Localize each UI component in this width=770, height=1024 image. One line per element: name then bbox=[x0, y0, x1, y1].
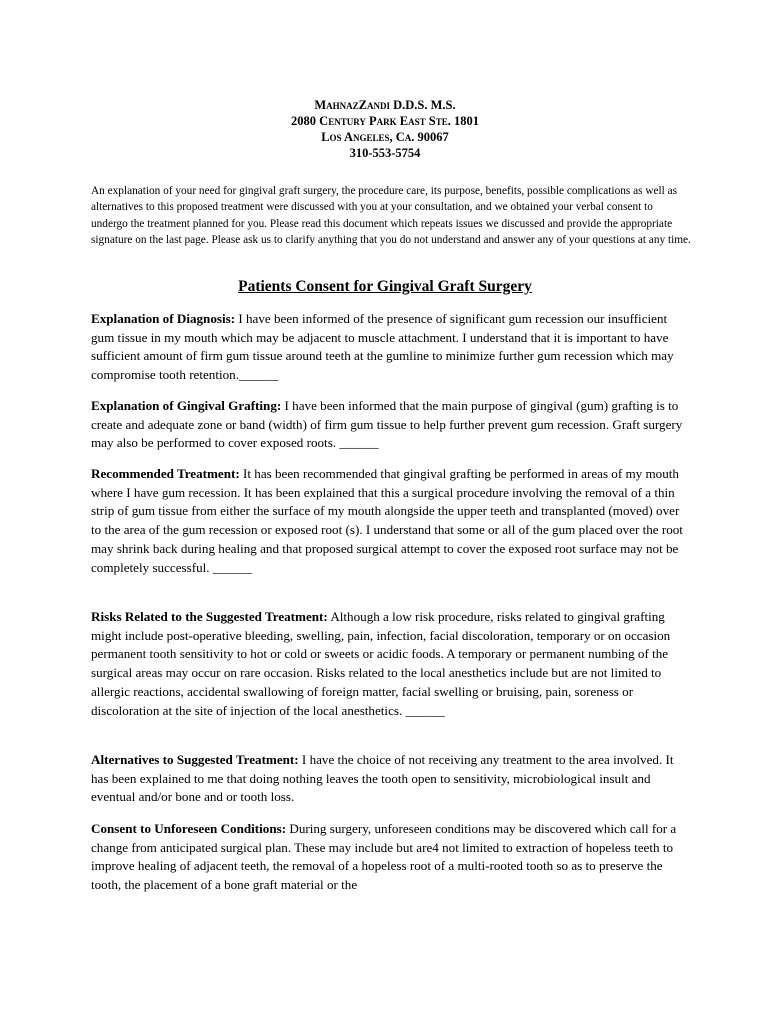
section-text: I have the choice of not receiving any treatment to the area involved. It has been explained to me that doing nothing leaves the tooth open to sensitivity, microbiological insult and eventual and/or bone and or tooth loss. bbox=[91, 752, 674, 805]
practice-city: Los Angeles, Ca. 90067 bbox=[321, 130, 449, 144]
section-recommended-treatment bbox=[91, 465, 691, 577]
section-heading: Alternatives to Suggested Treatment: bbox=[91, 752, 299, 767]
section-alternatives bbox=[91, 751, 691, 807]
section-heading: Explanation of Gingival Grafting: bbox=[91, 398, 282, 413]
letterhead bbox=[0, 97, 770, 161]
section-heading: Consent to Unforeseen Conditions: bbox=[91, 821, 287, 836]
section-heading: Recommended Treatment: bbox=[91, 466, 240, 481]
section-unforeseen-conditions bbox=[91, 820, 691, 895]
section-heading: Risks Related to the Suggested Treatment: bbox=[91, 609, 328, 624]
practice-phone: 310-553-5754 bbox=[349, 146, 421, 160]
section-text: During surgery, unforeseen conditions may be discovered which call for a change from anticipated surgical plan. These may include but are4 not limited to extraction of hopeless teeth to improve healing of adjacent teeth, the removal of a hopeless root of a multi-rooted tooth so as to preserve the tooth, the placement of a bone graft material or the bbox=[91, 821, 677, 893]
section-heading: Explanation of Diagnosis: bbox=[91, 311, 236, 326]
document-title: Patients Consent for Gingival Graft Surgery bbox=[238, 278, 532, 295]
practice-address: 2080 Century Park East Ste. 1801 bbox=[291, 114, 479, 128]
section-text: It has been recommended that gingival grafting be performed in areas of my mouth where I have gum recession. It has been explained that this a surgical procedure involving the removal of a thin strip of gum tissue from either the surface of my mouth alongside the upper teeth and transplanted (moved) over to the area of the gum recession or exposed root (s). I understand that some or all of the gum placed over the root may shrink back during healing and that proposed surgical attempt to cover the exposed root surface may not be completely successful. ______ bbox=[91, 466, 683, 575]
section-risks bbox=[91, 608, 691, 720]
section-text: I have been informed of the presence of significant gum recession our insufficient gum tissue in my mouth which may be adjacent to muscle attachment. I understand that it is important to have sufficient amount of firm gum tissue around teeth at the gumline to minimize further gum recession which may compromise tooth retention.______ bbox=[91, 311, 674, 383]
practitioner-name: MahnazZandi D.D.S. M.S. bbox=[314, 98, 456, 112]
intro-paragraph: An explanation of your need for gingival graft surgery, the procedure care, its purpose, benefits, possible complications as well as alternatives to this proposed treatment were discussed with you at your consultation, and we obtained your verbal consent to undergo the treatment planned for you. Please read this document which repeats issues we discussed and provide the appropriate signature on the last page. Please ask us to clarify anything that you do not understand and answer any of your questions at any time. bbox=[91, 185, 691, 247]
section-text: I have been informed that the main purpose of gingival (gum) grafting is to create and adequate zone or band (width) of firm gum tissue to help further prevent gum recession. Graft surgery may also be performed to cover exposed roots. ______ bbox=[91, 398, 683, 451]
section-text: Although a low risk procedure, risks related to gingival grafting might include post-operative bleeding, swelling, pain, infection, facial discoloration, temporary or on occasion permanent tooth sensitivity to hot or cold or sweets or acidic foods. A temporary or permanent numbing of the surgical areas may occur on rare occasion. Risks related to the local anesthetics include but are not limited to allergic reactions, accidental swallowing of foreign matter, facial swelling or bruising, pain, soreness or discoloration at the site of injection of the local anesthetics. ______ bbox=[91, 609, 671, 718]
section-gingival-grafting bbox=[91, 397, 691, 453]
section-diagnosis bbox=[91, 310, 691, 385]
